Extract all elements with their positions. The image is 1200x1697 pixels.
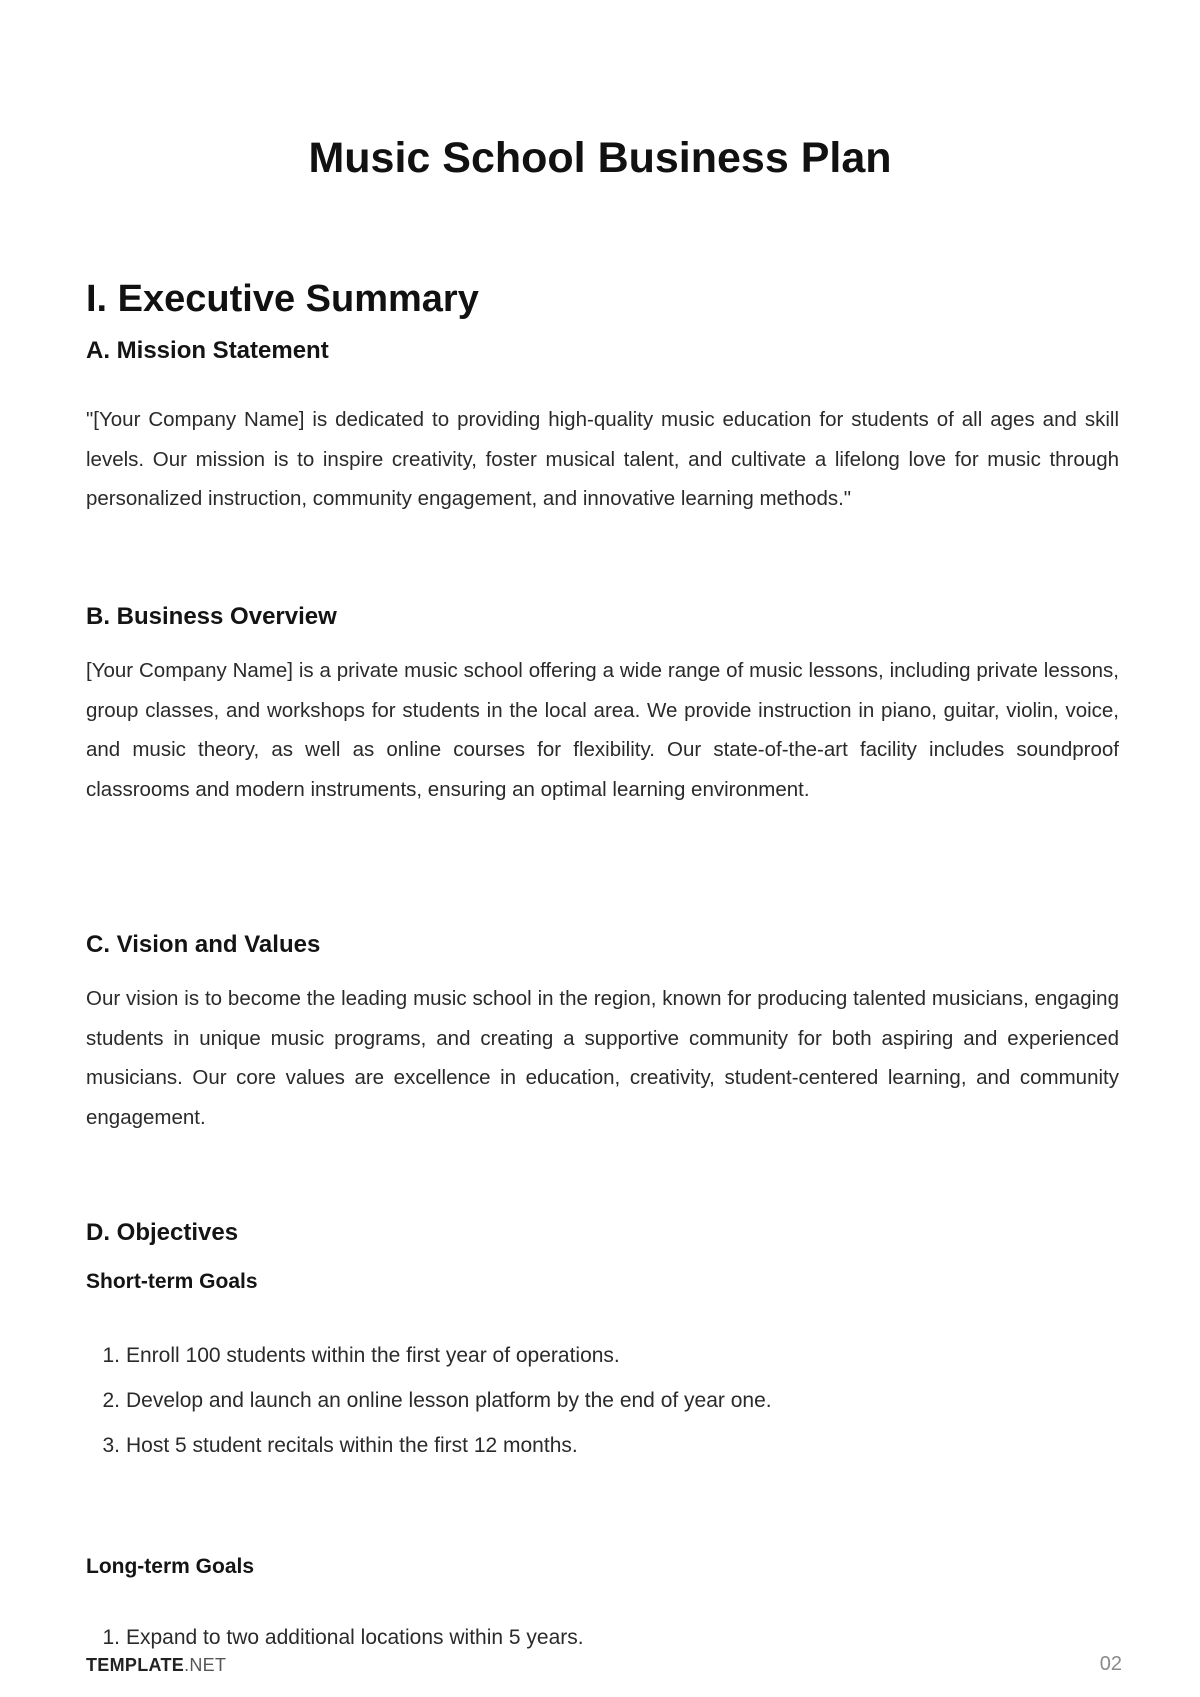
list-item [86, 1615, 584, 1660]
paragraph-mission-statement: "[Your Company Name] is dedicated to providing high-quality music education for students of all ages and skill levels. Our mission is to inspire creativity, foster musical talent, and cultivate a lifelong love for music through personalized instruction, community engagement, and innovative learning methods." [86, 408, 1119, 511]
list-item-number: 2. [102, 1389, 120, 1412]
short-term-goals-list [86, 1333, 772, 1468]
section-heading-executive-summary: I. Executive Summary [86, 278, 479, 320]
footer-brand-logo [86, 1655, 226, 1676]
heading-short-term-goals: Short-term Goals [86, 1270, 258, 1293]
subheading-business-overview: B. Business Overview [86, 603, 337, 630]
brand-name: TEMPLATE [86, 1655, 185, 1675]
document-title: Music School Business Plan [308, 134, 892, 182]
list-item-text: Develop and launch an online lesson platform by the end of year one. [126, 1389, 772, 1412]
list-item [86, 1333, 772, 1378]
subheading-mission-statement: A. Mission Statement [86, 337, 329, 364]
subheading-objectives: D. Objectives [86, 1219, 239, 1246]
list-item-text: Enroll 100 students within the first year of operations. [126, 1344, 620, 1367]
list-item [86, 1378, 772, 1423]
paragraph-vision-values: Our vision is to become the leading music school in the region, known for producing talented musicians, engaging students in unique music programs, and creating a supportive community for both aspiring and experienced musicians. Our core values are excellence in education, creativity, student-centered learning, and community engagement. [86, 987, 1119, 1129]
subheading-vision-values: C. Vision and Values [86, 931, 321, 958]
brand-suffix: .NET [184, 1655, 227, 1675]
paragraph-business-overview: [Your Company Name] is a private music school offering a wide range of music lessons, including private lessons, group classes, and workshops for students in the local area. We provide instruction in piano, guitar, violin, voice, and music theory, as well as online courses for flexibility. Our state-of-the-art facility includes soundproof classrooms and modern instruments, ensuring an optimal learning environment. [86, 659, 1119, 801]
heading-long-term-goals: Long-term Goals [86, 1555, 255, 1578]
page-number: 02 [1099, 1653, 1122, 1675]
long-term-goals-list [86, 1615, 584, 1660]
list-item-text: Host 5 student recitals within the first 12 months. [126, 1434, 578, 1457]
list-item-number: 3. [102, 1434, 120, 1457]
list-item [86, 1423, 772, 1468]
list-item-text: Expand to two additional locations within 5 years. [126, 1626, 584, 1649]
list-item-number: 1. [102, 1626, 120, 1649]
list-item-number: 1. [102, 1344, 120, 1367]
